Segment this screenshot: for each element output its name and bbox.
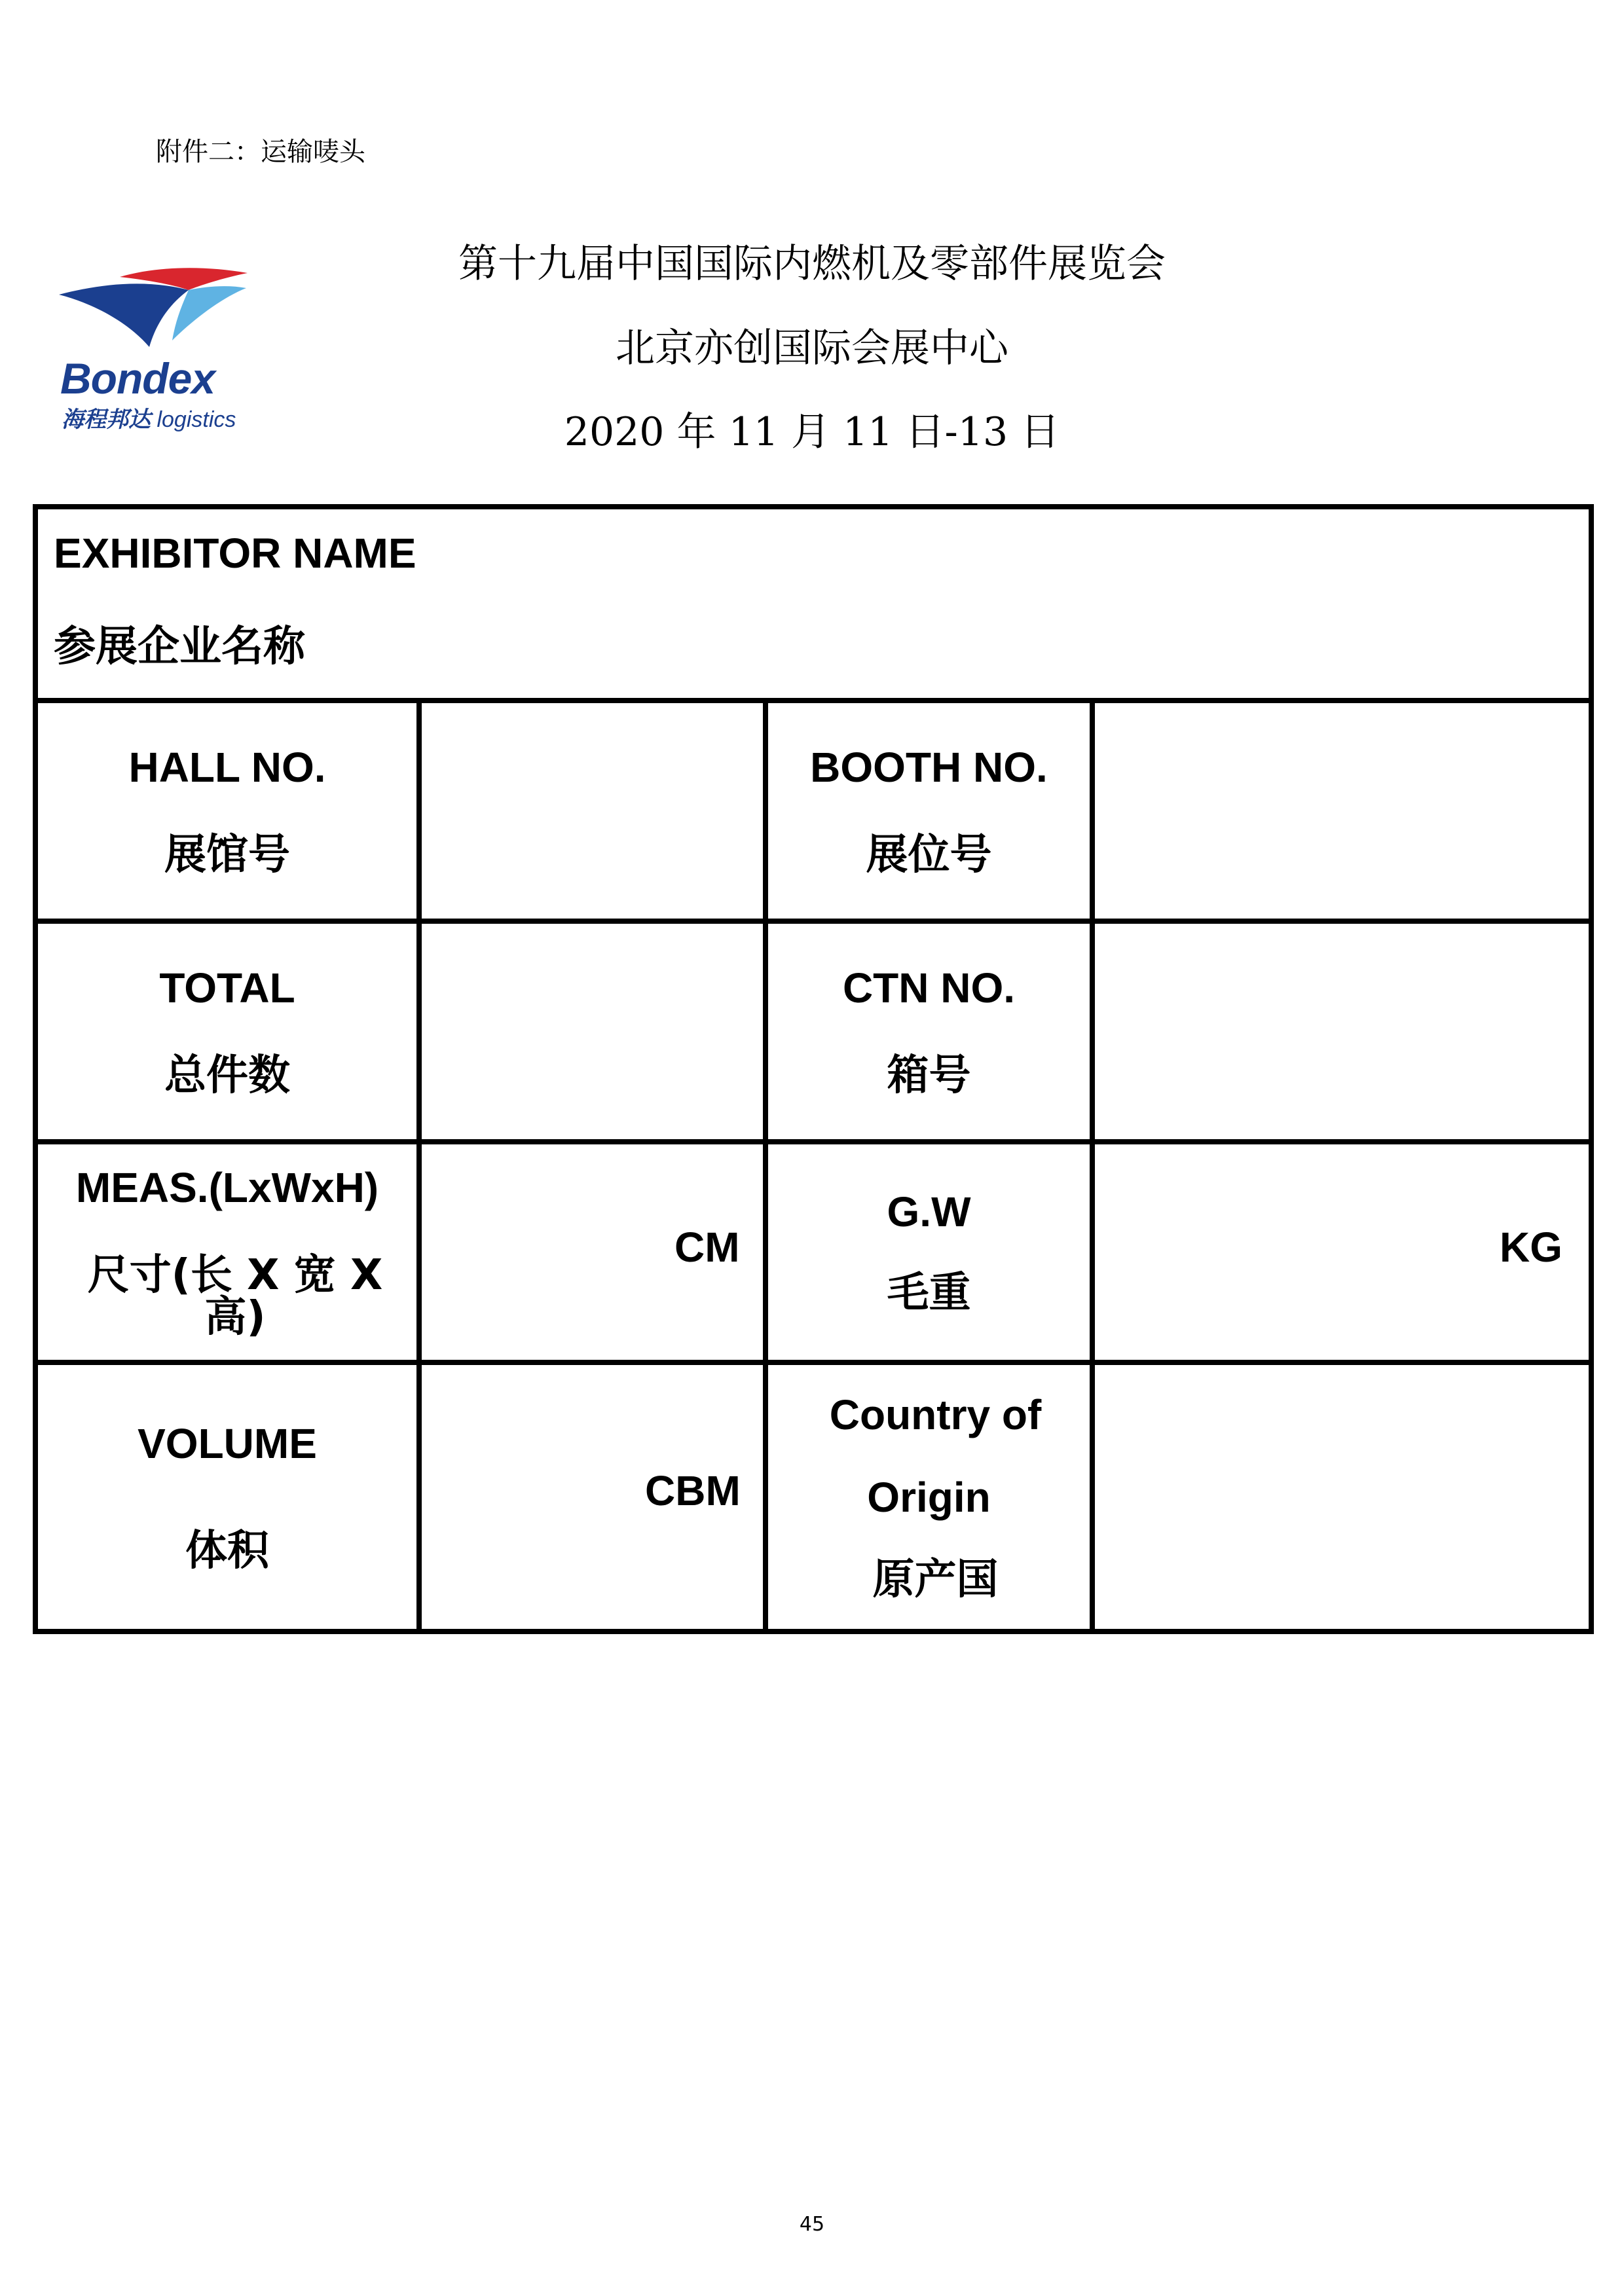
origin-label-en1: Country of: [829, 1391, 1042, 1438]
meas-label: [38, 1144, 416, 1360]
meas-label-zh: 尺寸(长 X 宽 X 高): [87, 1250, 383, 1341]
booth-label: [768, 703, 1090, 919]
venue-title: 北京亦创国际会展中心: [616, 325, 1008, 371]
row-divider-3: [33, 1139, 1594, 1144]
logo-sub-cn: 海程邦达: [62, 407, 151, 432]
gw-unit: KG: [1500, 1224, 1562, 1271]
col-divider-1: [416, 698, 422, 1634]
row-divider-4: [33, 1360, 1594, 1365]
date-title: 2020 年 11 月 11 日-13 日: [564, 409, 1060, 455]
origin-label-zh: 原产国: [872, 1555, 999, 1604]
ctn-label-en: CTN NO.: [842, 964, 1016, 1011]
origin-label: [768, 1365, 1090, 1629]
hall-label-en: HALL NO.: [128, 743, 326, 791]
total-label-en: TOTAL: [159, 964, 295, 1011]
row-divider-2: [33, 919, 1594, 924]
exhibitor-label-zh: 参展企业名称: [54, 623, 305, 671]
exhibitor-label-en: EXHIBITOR NAME: [54, 530, 416, 577]
row-divider-1: [33, 698, 1594, 703]
total-label-zh: 总件数: [164, 1051, 290, 1100]
gw-label-zh: 毛重: [887, 1268, 971, 1317]
logo-sub-en: logistics: [157, 407, 236, 432]
meas-label-en: MEAS.(LxWxH): [75, 1163, 379, 1211]
booth-label-en: BOOTH NO.: [810, 743, 1048, 791]
hall-label-zh: 展馆号: [164, 830, 290, 879]
total-label: [38, 924, 416, 1139]
col-divider-3: [1090, 698, 1095, 1634]
volume-unit: CBM: [645, 1467, 741, 1514]
gw-label-en: G.W: [887, 1188, 971, 1235]
volume-label-en: VOLUME: [138, 1419, 317, 1467]
ctn-label: [768, 924, 1090, 1139]
col-divider-2: [763, 698, 768, 1634]
volume-label: [38, 1365, 416, 1629]
exhibition-title: 第十九届中国国际内燃机及零部件展览会: [458, 241, 1166, 287]
origin-label-en2: Origin: [867, 1473, 991, 1521]
meas-unit: CM: [674, 1224, 740, 1271]
booth-label-zh: 展位号: [866, 830, 992, 879]
volume-label-zh: 体积: [185, 1526, 269, 1575]
ctn-label-zh: 箱号: [887, 1051, 971, 1100]
hall-label: [38, 703, 416, 919]
page-number: 45: [799, 2213, 825, 2236]
gw-label: [768, 1144, 1090, 1360]
logo-wordmark: Bondex: [60, 354, 215, 403]
attachment-label: 附件二：运输唛头: [156, 137, 365, 167]
